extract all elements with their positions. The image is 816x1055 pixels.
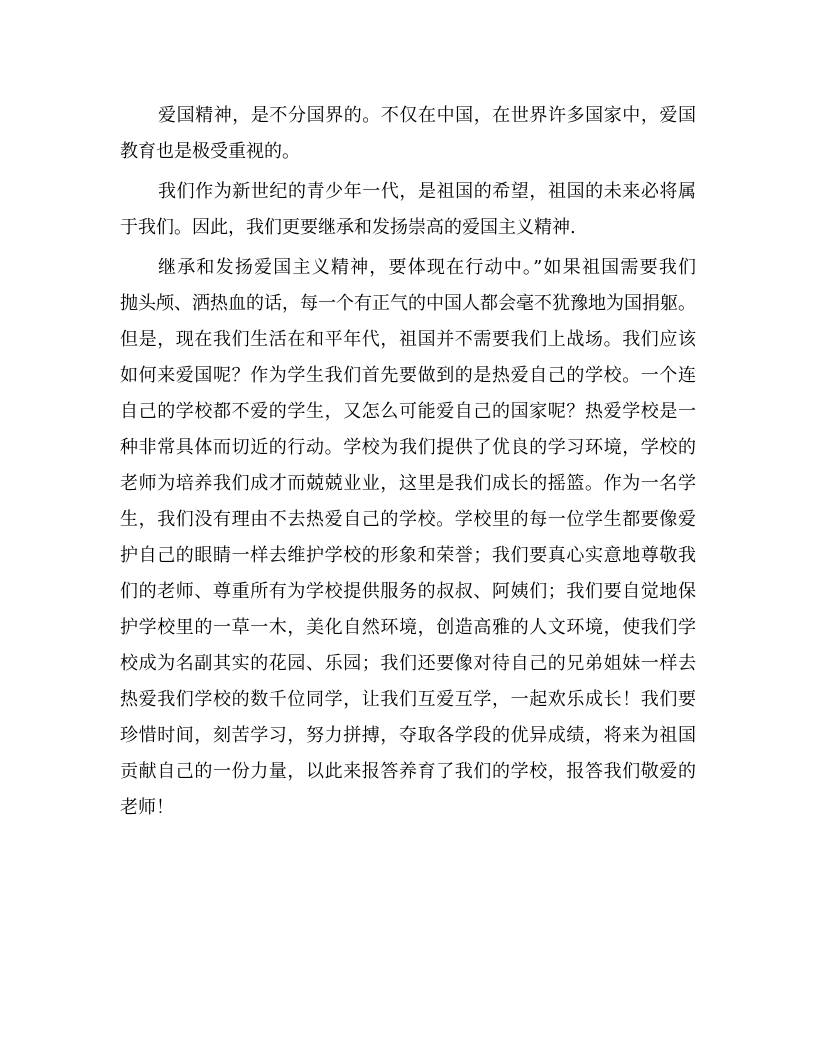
paragraph-3: [120, 250, 696, 826]
paragraph-line: 于我们。因此，我们更要继承和发扬崇高的爱国主义精神.: [120, 217, 576, 238]
paragraph-line: 珍惜时间，刻苦学习，努力拼搏，夺取各学段的优异成绩，将来为祖国: [120, 725, 696, 746]
paragraph-line: 教育也是极受重视的。: [120, 141, 300, 162]
paragraph-line: 如何来爱国呢？作为学生我们首先要做到的是热爱自己的学校。一个连: [120, 365, 696, 386]
paragraph-2: [120, 174, 696, 246]
document-body: [120, 98, 696, 826]
paragraph-line: 爱国精神，是不分国界的。不仅在中国，在世界许多国家中，爱国: [158, 105, 696, 126]
paragraph-line: 种非常具体而切近的行动。学校为我们提供了优良的学习环境，学校的: [120, 437, 696, 458]
paragraph-line: 自己的学校都不爱的学生，又怎么可能爱自己的国家呢？热爱学校是一: [120, 401, 696, 422]
paragraph-line: 抛头颅、洒热血的话，每一个有正气的中国人都会毫不犹豫地为国捐躯。: [120, 293, 696, 314]
paragraph-line: 护学校里的一草一木，美化自然环境，创造高雅的人文环境，使我们学: [120, 617, 696, 638]
paragraph-line: 继承和发扬爱国主义精神，要体现在行动中。”如果祖国需要我们: [158, 257, 696, 278]
paragraph-line: 老师为培养我们成才而兢兢业业，这里是我们成长的摇篮。作为一名学: [120, 473, 696, 494]
paragraph-line: 护自己的眼睛一样去维护学校的形象和荣誉；我们要真心实意地尊敬我: [120, 545, 696, 566]
paragraph-line: 老师！: [120, 797, 174, 818]
paragraph-line: 生，我们没有理由不去热爱自己的学校。学校里的每一位学生都要像爱: [120, 509, 696, 530]
paragraph-line: 热爱我们学校的数千位同学，让我们互爱互学，一起欢乐成长！我们要: [120, 689, 696, 710]
paragraph-1: [120, 98, 696, 170]
paragraph-line: 贡献自己的一份力量，以此来报答养育了我们的学校，报答我们敬爱的: [120, 761, 696, 782]
paragraph-line: 我们作为新世纪的青少年一代，是祖国的希望，祖国的未来必将属: [158, 181, 696, 202]
paragraph-line: 但是，现在我们生活在和平年代，祖国并不需要我们上战场。我们应该: [120, 329, 696, 350]
paragraph-line: 们的老师、尊重所有为学校提供服务的叔叔、阿姨们；我们要自觉地保: [120, 581, 696, 602]
paragraph-line: 校成为名副其实的花园、乐园；我们还要像对待自己的兄弟姐妹一样去: [120, 653, 696, 674]
